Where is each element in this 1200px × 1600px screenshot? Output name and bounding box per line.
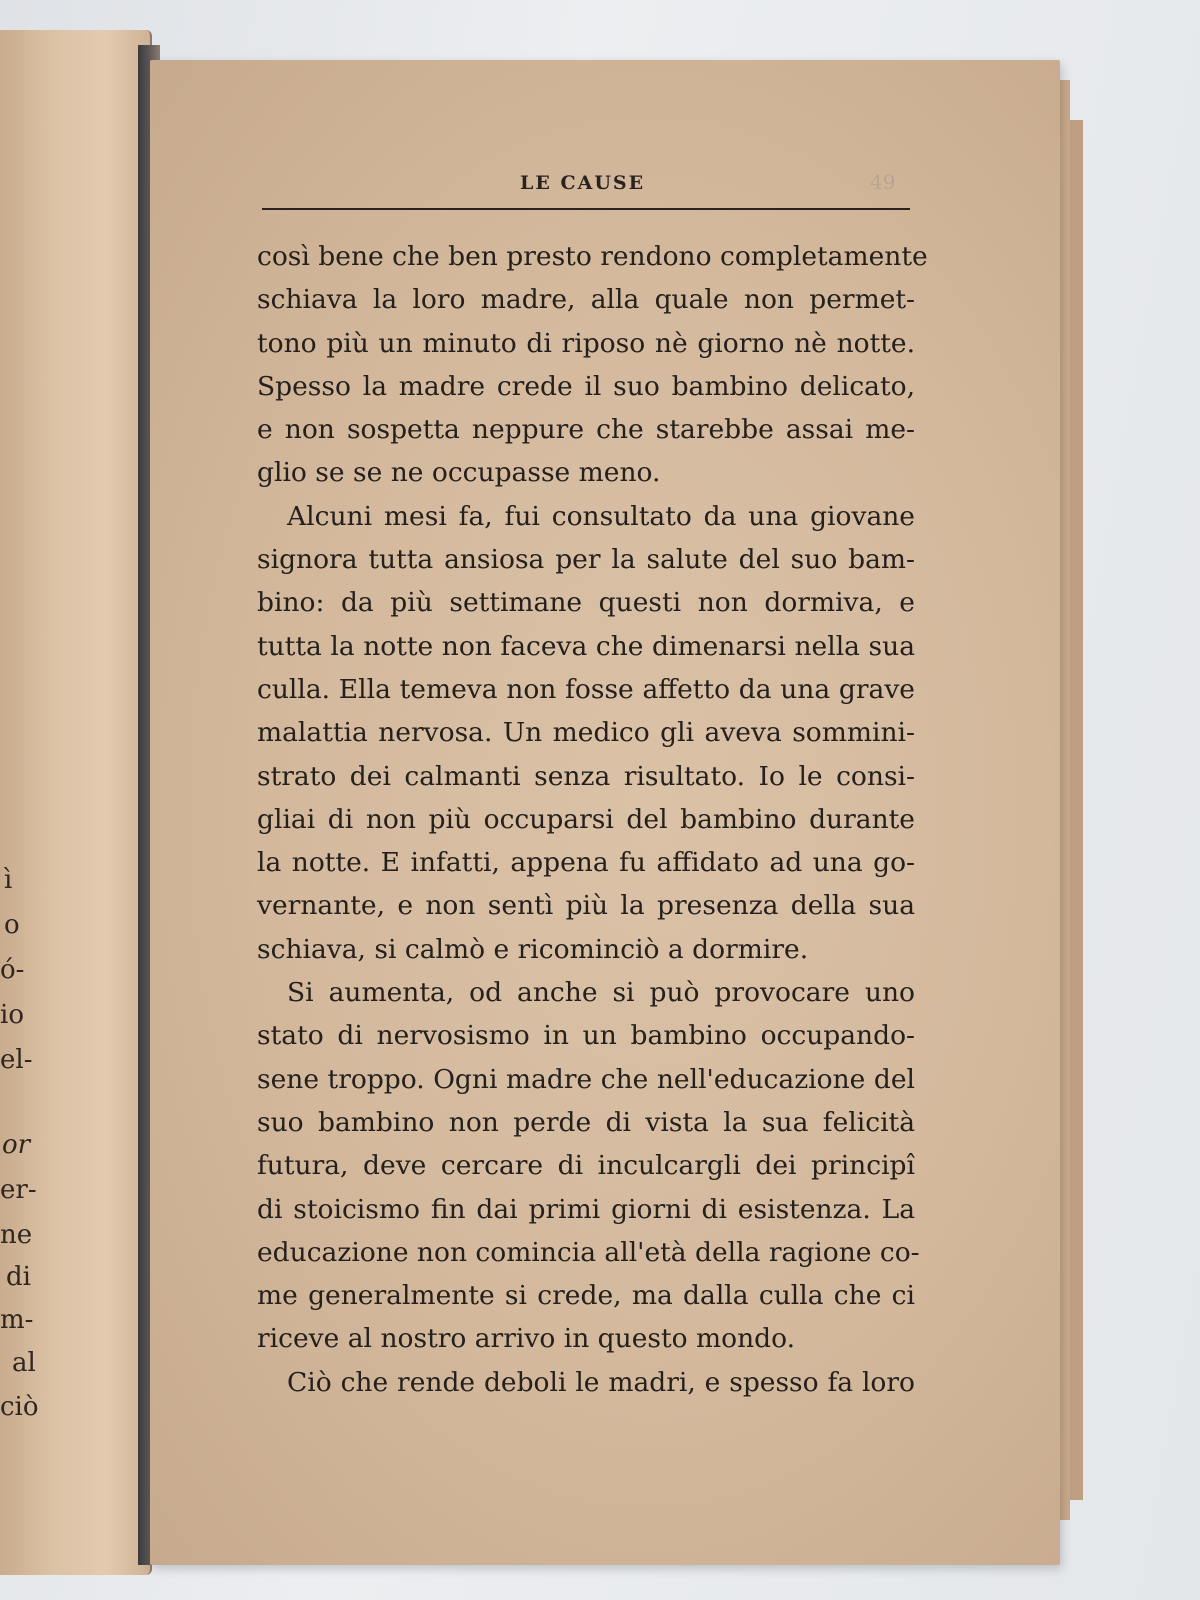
previous-page-fragment: io — [0, 1000, 24, 1030]
previous-page-fragment: o — [4, 910, 20, 940]
text-line: culla. Ella temeva non fosse affetto da una grave — [257, 673, 915, 705]
text-line: schiava, si calmò e ricominciò a dormire. — [257, 933, 809, 965]
text-line: riceve al nostro arrivo in questo mondo. — [257, 1323, 796, 1355]
header-rule — [262, 208, 910, 210]
text-line: di stoicismo fin dai primi giorni di esistenza. La — [257, 1193, 915, 1225]
running-head: LE CAUSE — [520, 172, 646, 194]
previous-page — [0, 30, 152, 1575]
text-line: glio se se ne occupasse meno. — [257, 457, 661, 489]
text-line: Si aumenta, od anche si può provocare uno — [287, 977, 915, 1009]
text-line: malattia nervosa. Un medico gli aveva sommini- — [257, 717, 915, 749]
previous-page-fragment: el- — [0, 1045, 33, 1075]
page-body-text — [257, 235, 928, 1404]
text-line: la notte. E infatti, appena fu affidato ad una go- — [257, 847, 915, 879]
previous-page-fragment: ì — [4, 865, 13, 895]
text-line: sene troppo. Ogni madre che nell'educazione del — [257, 1063, 915, 1095]
text-line: strato dei calmanti senza risultato. Io le consi- — [257, 760, 915, 792]
text-line: Ciò che rende deboli le madri, e spesso fa loro — [287, 1366, 915, 1398]
text-line: gliai di non più occuparsi del bambino durante — [257, 803, 915, 835]
previous-page-fragment: m- — [0, 1305, 34, 1335]
text-line: Alcuni mesi fa, fui consultato da una giovane — [287, 500, 915, 532]
text-line: me generalmente si crede, ma dalla culla che ci — [257, 1280, 915, 1312]
text-line: tono più un minuto di riposo nè giorno nè notte. — [257, 327, 915, 359]
previous-page-fragment: ne — [0, 1220, 33, 1250]
text-line: bino: da più settimane questi non dormiva, e — [257, 587, 915, 619]
text-line: vernante, e non sentì più la presenza della sua — [257, 890, 915, 922]
text-line: Spesso la madre crede il suo bambino delicato, — [257, 370, 915, 402]
previous-page-fragment: ó- — [0, 955, 25, 985]
text-line: tutta la notte non faceva che dimenarsi nella sua — [257, 630, 915, 662]
previous-page-fragment: er- — [0, 1175, 37, 1205]
text-line: suo bambino non perde di vista la sua felicità — [257, 1106, 915, 1138]
text-line: futura, deve cercare di inculcargli dei principî — [257, 1150, 915, 1182]
text-line: signora tutta ansiosa per la salute del suo bam- — [257, 544, 915, 576]
text-line: schiava la loro madre, alla quale non permet- — [257, 284, 915, 316]
page-number: 49 — [870, 170, 896, 194]
previous-page-fragment: or — [2, 1130, 31, 1160]
previous-page-fragment: al — [12, 1348, 36, 1378]
text-line: così bene che ben presto rendono completamente — [257, 241, 928, 272]
previous-page-fragment: di — [6, 1262, 31, 1292]
previous-page-fragment: ciò — [0, 1392, 39, 1422]
text-line: educazione non comincia all'età della ragione co- — [257, 1236, 920, 1268]
text-line: stato di nervosismo in un bambino occupando- — [257, 1020, 915, 1052]
page-stack-edge — [1068, 120, 1083, 1500]
text-line: e non sospetta neppure che starebbe assai me- — [257, 414, 915, 446]
book-page — [150, 60, 1060, 1565]
